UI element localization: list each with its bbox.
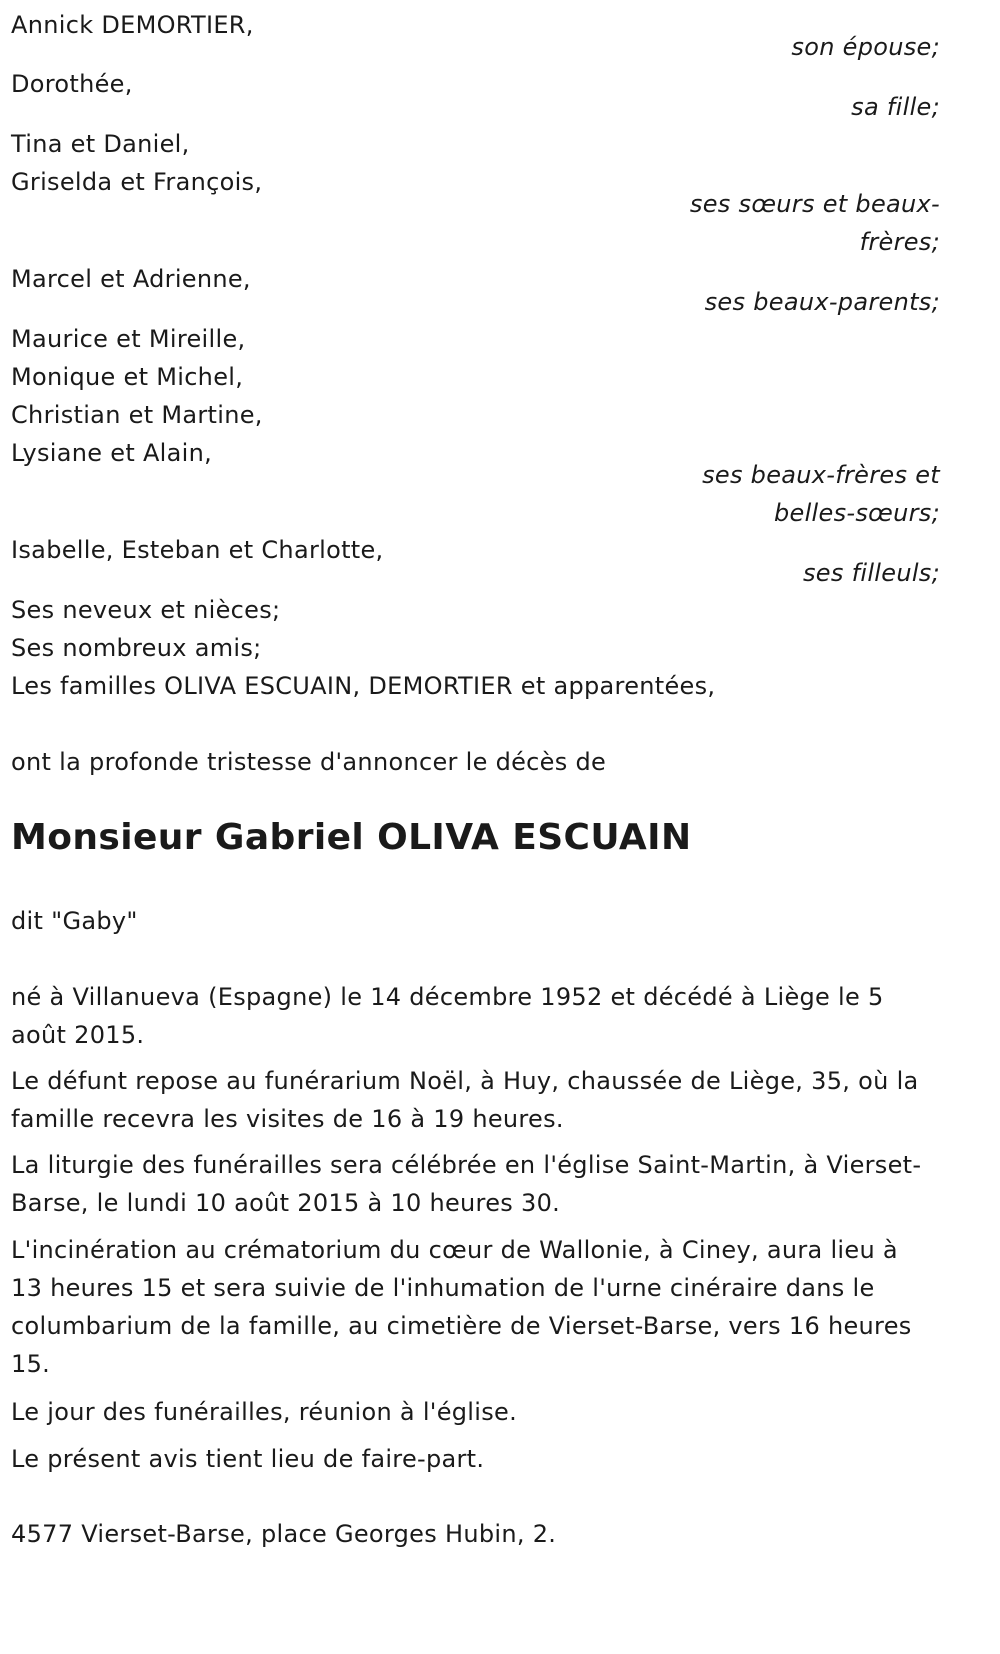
deceased-name: Monsieur Gabriel OLIVA ESCUAIN — [11, 817, 692, 858]
detail-line: La liturgie des funérailles sera célébrée en l'église Saint-Martin, à Vierset- — [11, 1151, 922, 1179]
family-relation: son épouse; — [791, 33, 940, 61]
detail-line: août 2015. — [11, 1021, 145, 1049]
others-line: Les familles OLIVA ESCUAIN, DEMORTIER et apparentées, — [11, 672, 716, 700]
address: 4577 Vierset-Barse, place Georges Hubin, 2. — [11, 1520, 557, 1548]
family-name-line: Christian et Martine, — [11, 401, 263, 429]
detail-line: Le défunt repose au funérarium Noël, à Huy, chaussée de Liège, 35, où la — [11, 1067, 919, 1095]
detail-line: columbarium de la famille, au cimetière de Vierset-Barse, vers 16 heures — [11, 1312, 912, 1340]
family-name-line: Dorothée, — [11, 70, 133, 98]
family-name-line: Lysiane et Alain, — [11, 439, 213, 467]
detail-line: L'incinération au crématorium du cœur de Wallonie, à Ciney, aura lieu à — [11, 1236, 898, 1264]
detail-line: 13 heures 15 et sera suivie de l'inhumation de l'urne cinéraire dans le — [11, 1274, 875, 1302]
nickname: dit "Gaby" — [11, 907, 138, 935]
family-name-line: Griselda et François, — [11, 168, 263, 196]
announcement-text: ont la profonde tristesse d'annoncer le décès de — [11, 748, 607, 776]
family-name-line: Monique et Michel, — [11, 363, 244, 391]
family-relation: frères; — [859, 228, 940, 256]
detail-line: 15. — [11, 1350, 51, 1378]
detail-line: né à Villanueva (Espagne) le 14 décembre 1952 et décédé à Liège le 5 — [11, 983, 884, 1011]
detail-line: famille recevra les visites de 16 à 19 heures. — [11, 1105, 564, 1133]
family-name-line: Marcel et Adrienne, — [11, 265, 251, 293]
detail-line: Le présent avis tient lieu de faire-part. — [11, 1445, 485, 1473]
family-name-line: Maurice et Mireille, — [11, 325, 246, 353]
family-name-line: Isabelle, Esteban et Charlotte, — [11, 536, 384, 564]
family-relation: ses beaux-frères et — [702, 461, 940, 489]
family-relation: ses filleuls; — [803, 559, 940, 587]
family-name-line: Annick DEMORTIER, — [11, 11, 254, 39]
others-line: Ses neveux et nièces; — [11, 596, 281, 624]
family-relation: ses beaux-parents; — [704, 288, 940, 316]
family-relation: belles-sœurs; — [773, 499, 940, 527]
others-line: Ses nombreux amis; — [11, 634, 262, 662]
family-relation: ses sœurs et beaux- — [689, 190, 940, 218]
detail-line: Le jour des funérailles, réunion à l'église. — [11, 1398, 518, 1426]
family-relation: sa fille; — [851, 93, 940, 121]
family-name-line: Tina et Daniel, — [11, 130, 190, 158]
detail-line: Barse, le lundi 10 août 2015 à 10 heures 30. — [11, 1189, 561, 1217]
